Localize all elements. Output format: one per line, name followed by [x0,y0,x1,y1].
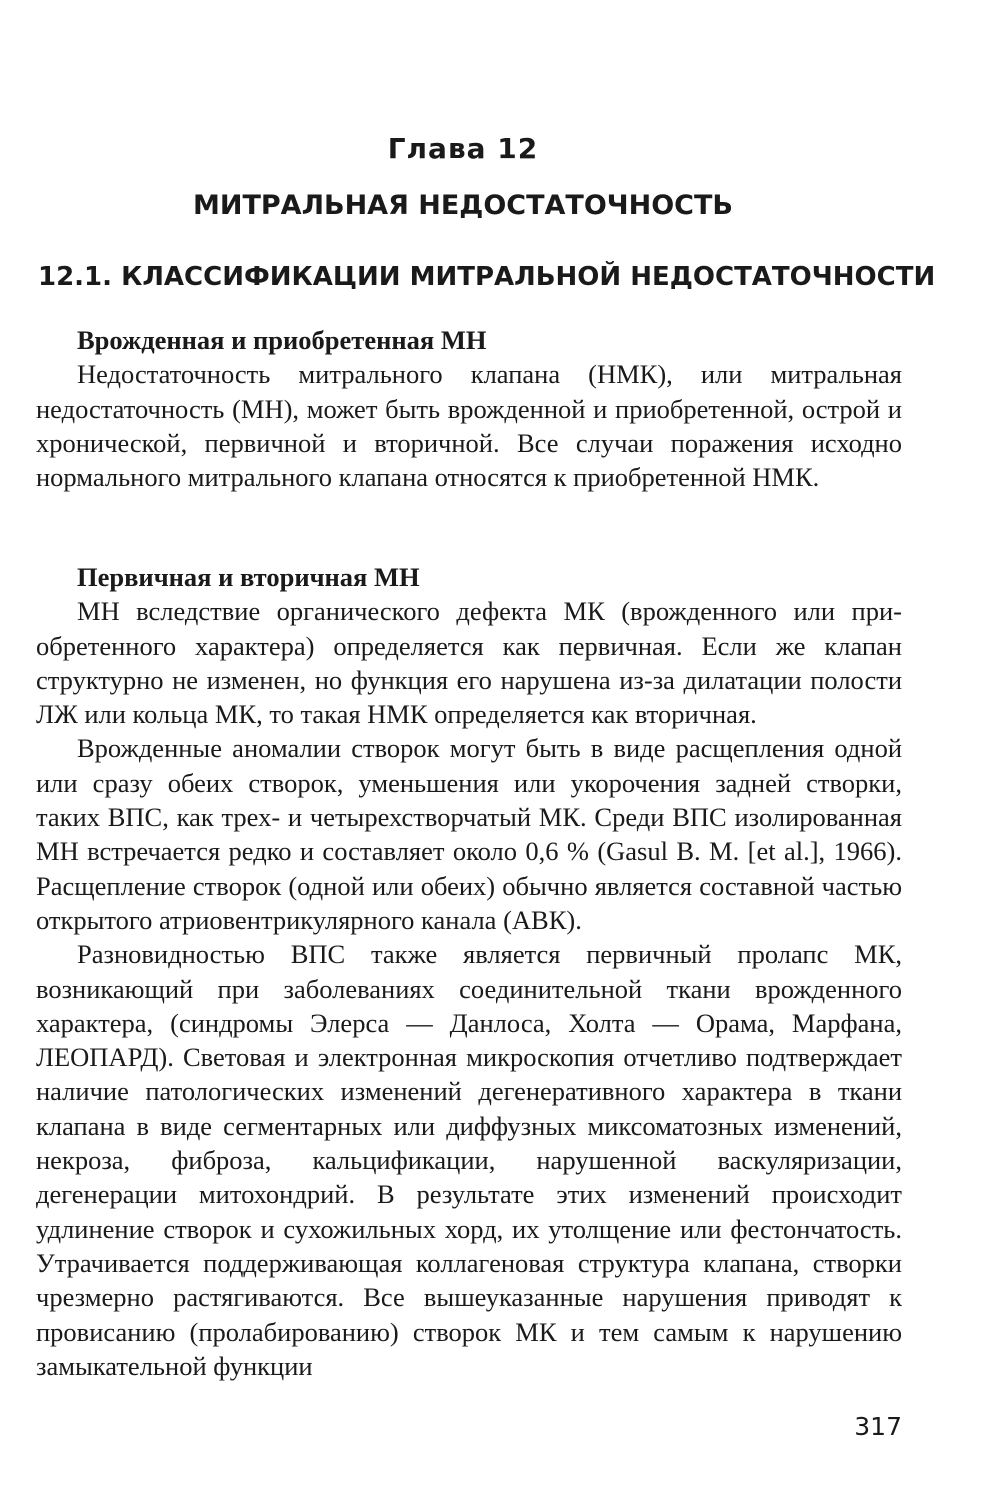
paragraph: Врожденные аномалии створок могут быть в виде расщепления одной или сразу обеих створок, уменьшения или укорочения задней створки, таких ВПС, как трех- и четырехстворчатый МК. Среди ВПС изолированная МН встречается редко и составляет около 0,6 % (Gasul B. M. [et al.], 1966). Расщепление створок (одной или обеих) обычно является составной частью открытого атриовентрикулярного канала (АВК). [36,733,902,935]
chapter-title: МИТРАЛЬНАЯ НЕДОСТАТОЧНОСТЬ [193,190,733,221]
paragraph: Недостаточность митрального клапана (НМК), или митральная недостаточность (МН), может быть врожденной и приобретенной, острой и хронической, первичной и вторичной. Все случаи поражения исходно нормального митрального клапана относятся к приобретенной НМК. [36,359,902,493]
subheading: Первичная и вторичная МН [77,562,420,592]
paragraph: Разновидностью ВПС также является первичный пролапс МК, возникающий при заболеваниях соединительной ткани врожденного характера, (синдромы Элерса — Данлоса, Холта — Орама, Марфана, ЛЕОПАРД). Световая и электронная микроскопия отчетливо подтверждает наличие патологических изменений дегенеративного характера в ткани клапана в виде сегментарных или диффузных миксоматозных изменений, некроза, фиброза, кальцификации, нарушенной васкуляризации, дегенерации митохондрий. В результате этих изменений происходит удлинение створок и сухожильных хорд, их утолщение или фестончатость. Утрачивается поддерживающая коллагеновая структура клапана, створки чрезмерно растягиваются. Все вышеуказанные нарушения приводят к провисанию (пролабированию) створок МК и тем самым к нарушению замыкательной функции [36,939,902,1381]
paragraph: МН вследствие органического дефекта МК (врожденного или приобретенного характера) определяется как первичная. Если же клапан структурно не изменен, но функция его нарушена из-за дилатации полости ЛЖ или кольца МК, то такая НМК определяется как вторичная. [36,596,902,730]
block-congenital-acquired [36,323,902,494]
block-primary-secondary [36,560,902,1383]
page-number: 317 [854,1412,902,1441]
chapter-label: Глава 12 [387,132,539,165]
subheading: Врожденная и приобретенная МН [77,325,487,355]
section-title: 12.1. КЛАССИФИКАЦИИ МИТРАЛЬНОЙ НЕДОСТАТОЧНОСТИ [38,262,936,292]
